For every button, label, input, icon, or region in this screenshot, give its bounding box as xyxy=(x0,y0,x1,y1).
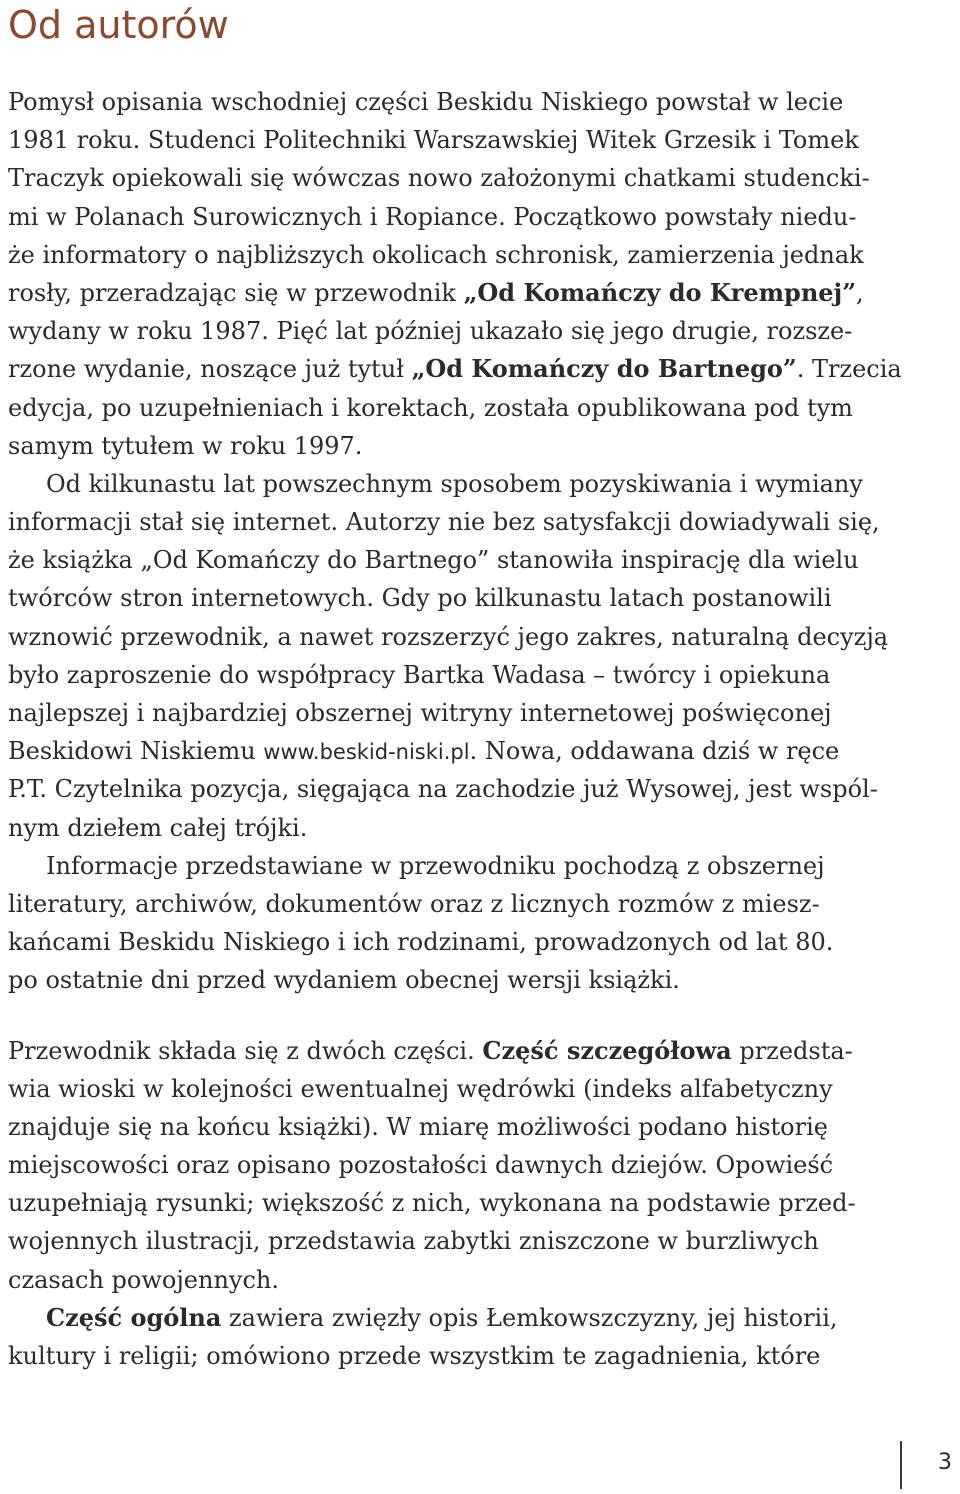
book-title-krempnej: „Od Komańczy do Krempnej” xyxy=(463,277,857,307)
text-line xyxy=(8,732,948,770)
text-line: 1981 roku. Studenci Politechniki Warszawskiej Witek Grzesik i Tomek xyxy=(8,126,859,155)
text-line: Pomysł opisania wschodniej części Beskidu Niskiego powstał w lecie xyxy=(8,88,844,116)
paragraph xyxy=(8,465,948,847)
text-line: wydany w roku 1987. Pięć lat później ukazało się jego drugie, rozsze- xyxy=(8,317,853,346)
text-run: . Nowa, oddawana dziś w ręce xyxy=(469,737,840,766)
term-czesc-szczegolowa: Część szczegółowa xyxy=(482,1035,732,1065)
paragraph xyxy=(8,83,948,465)
text-line xyxy=(8,274,948,312)
text-run: przedsta- xyxy=(731,1036,853,1065)
text-line: Informacje przedstawiane w przewodniku pochodzą z obszernej xyxy=(46,851,825,880)
text-line: znajduje się na końcu książki). W miarę możliwości podano historię xyxy=(8,1112,828,1141)
page-number: 3 xyxy=(938,1450,952,1475)
text-line: kańcami Beskidu Niskiego i ich rodzinami, prowadzonych od lat 80. xyxy=(8,928,834,957)
term-czesc-ogolna: Część ogólna xyxy=(46,1302,222,1332)
section-gap xyxy=(8,1000,948,1032)
text-line: czasach powojennych. xyxy=(8,1265,279,1294)
text-run: Beskidowi Niskiemu xyxy=(8,737,264,766)
text-line: literatury, archiwów, dokumentów oraz z licznych rozmów z miesz- xyxy=(8,889,820,918)
text-line: twórców stron internetowych. Gdy po kilkunastu latach postanowili xyxy=(8,584,832,613)
text-line xyxy=(8,1032,948,1070)
text-line: P.T. Czytelnika pozycja, sięgająca na zachodzie już Wysowej, jest wspól- xyxy=(8,775,878,804)
text-line: że informatory o najbliższych okolicach schronisk, zamierzenia jednak xyxy=(8,240,864,269)
text-line: edycja, po uzupełnieniach i korektach, została opublikowana pod tym xyxy=(8,393,853,422)
text-run: Przewodnik składa się z dwóch części. xyxy=(8,1036,483,1065)
text-line xyxy=(8,1299,948,1337)
text-line: wznowić przewodnik, a nawet rozszerzyć jego zakres, naturalną decyzją xyxy=(8,622,889,651)
text-line: mi w Polanach Surowicznych i Ropiance. Początkowo powstały niedu- xyxy=(8,202,857,231)
text-line xyxy=(8,350,948,388)
text-line: po ostatnie dni przed wydaniem obecnej wersji książki. xyxy=(8,966,680,995)
text-line: Od kilkunastu lat powszechnym sposobem pozyskiwania i wymiany xyxy=(46,469,863,498)
text-line: nym dziełem całej trójki. xyxy=(8,813,308,842)
text-line: że książka „Od Komańczy do Bartnego” stanowiła inspirację dla wielu xyxy=(8,546,859,575)
text-line: samym tytułem w roku 1997. xyxy=(8,431,363,460)
paragraph xyxy=(8,1032,948,1299)
book-title-bartnego: „Od Komańczy do Bartnego” xyxy=(411,354,797,384)
text-line: najlepszej i najbardziej obszernej witryny internetowej poświęconej xyxy=(8,699,832,727)
text-run: zawiera zwięzły opis Łemkowszczyzny, jej historii, xyxy=(221,1303,838,1332)
text-run: , xyxy=(856,278,864,307)
text-run: . Trzecia xyxy=(796,355,902,384)
body-text xyxy=(8,83,948,1375)
text-line: informacji stał się internet. Autorzy nie bez satysfakcji dowiadywali się, xyxy=(8,508,880,537)
text-line: wia wioski w kolejności ewentualnej wędrówki (indeks alfabetyczny xyxy=(8,1074,833,1103)
text-line: miejscowości oraz opisano pozostałości dawnych dziejów. Opowieść xyxy=(8,1151,834,1180)
paragraph xyxy=(8,847,948,1000)
text-run: rzone wydanie, noszące już tytuł xyxy=(8,355,412,384)
text-line: uzupełniają rysunki; większość z nich, wykonana na podstawie przed- xyxy=(8,1189,856,1218)
text-line: wojennych ilustracji, przedstawia zabytki zniszczone w burzliwych xyxy=(8,1227,819,1256)
text-run: rosły, przeradzając się w przewodnik xyxy=(8,278,464,307)
paragraph xyxy=(8,1299,948,1375)
website-url: www.beskid-niski.pl xyxy=(263,740,470,765)
text-line: było zaproszenie do współpracy Bartka Wadasa – twórcy i opiekuna xyxy=(8,660,831,689)
footer-divider xyxy=(900,1441,902,1489)
text-line: kultury i religii; omówiono przede wszystkim te zagadnienia, które xyxy=(8,1342,821,1370)
text-line: Traczyk opiekowali się wówczas nowo założonymi chatkami studencki- xyxy=(8,164,870,193)
page-title: Od autorów xyxy=(8,3,229,47)
